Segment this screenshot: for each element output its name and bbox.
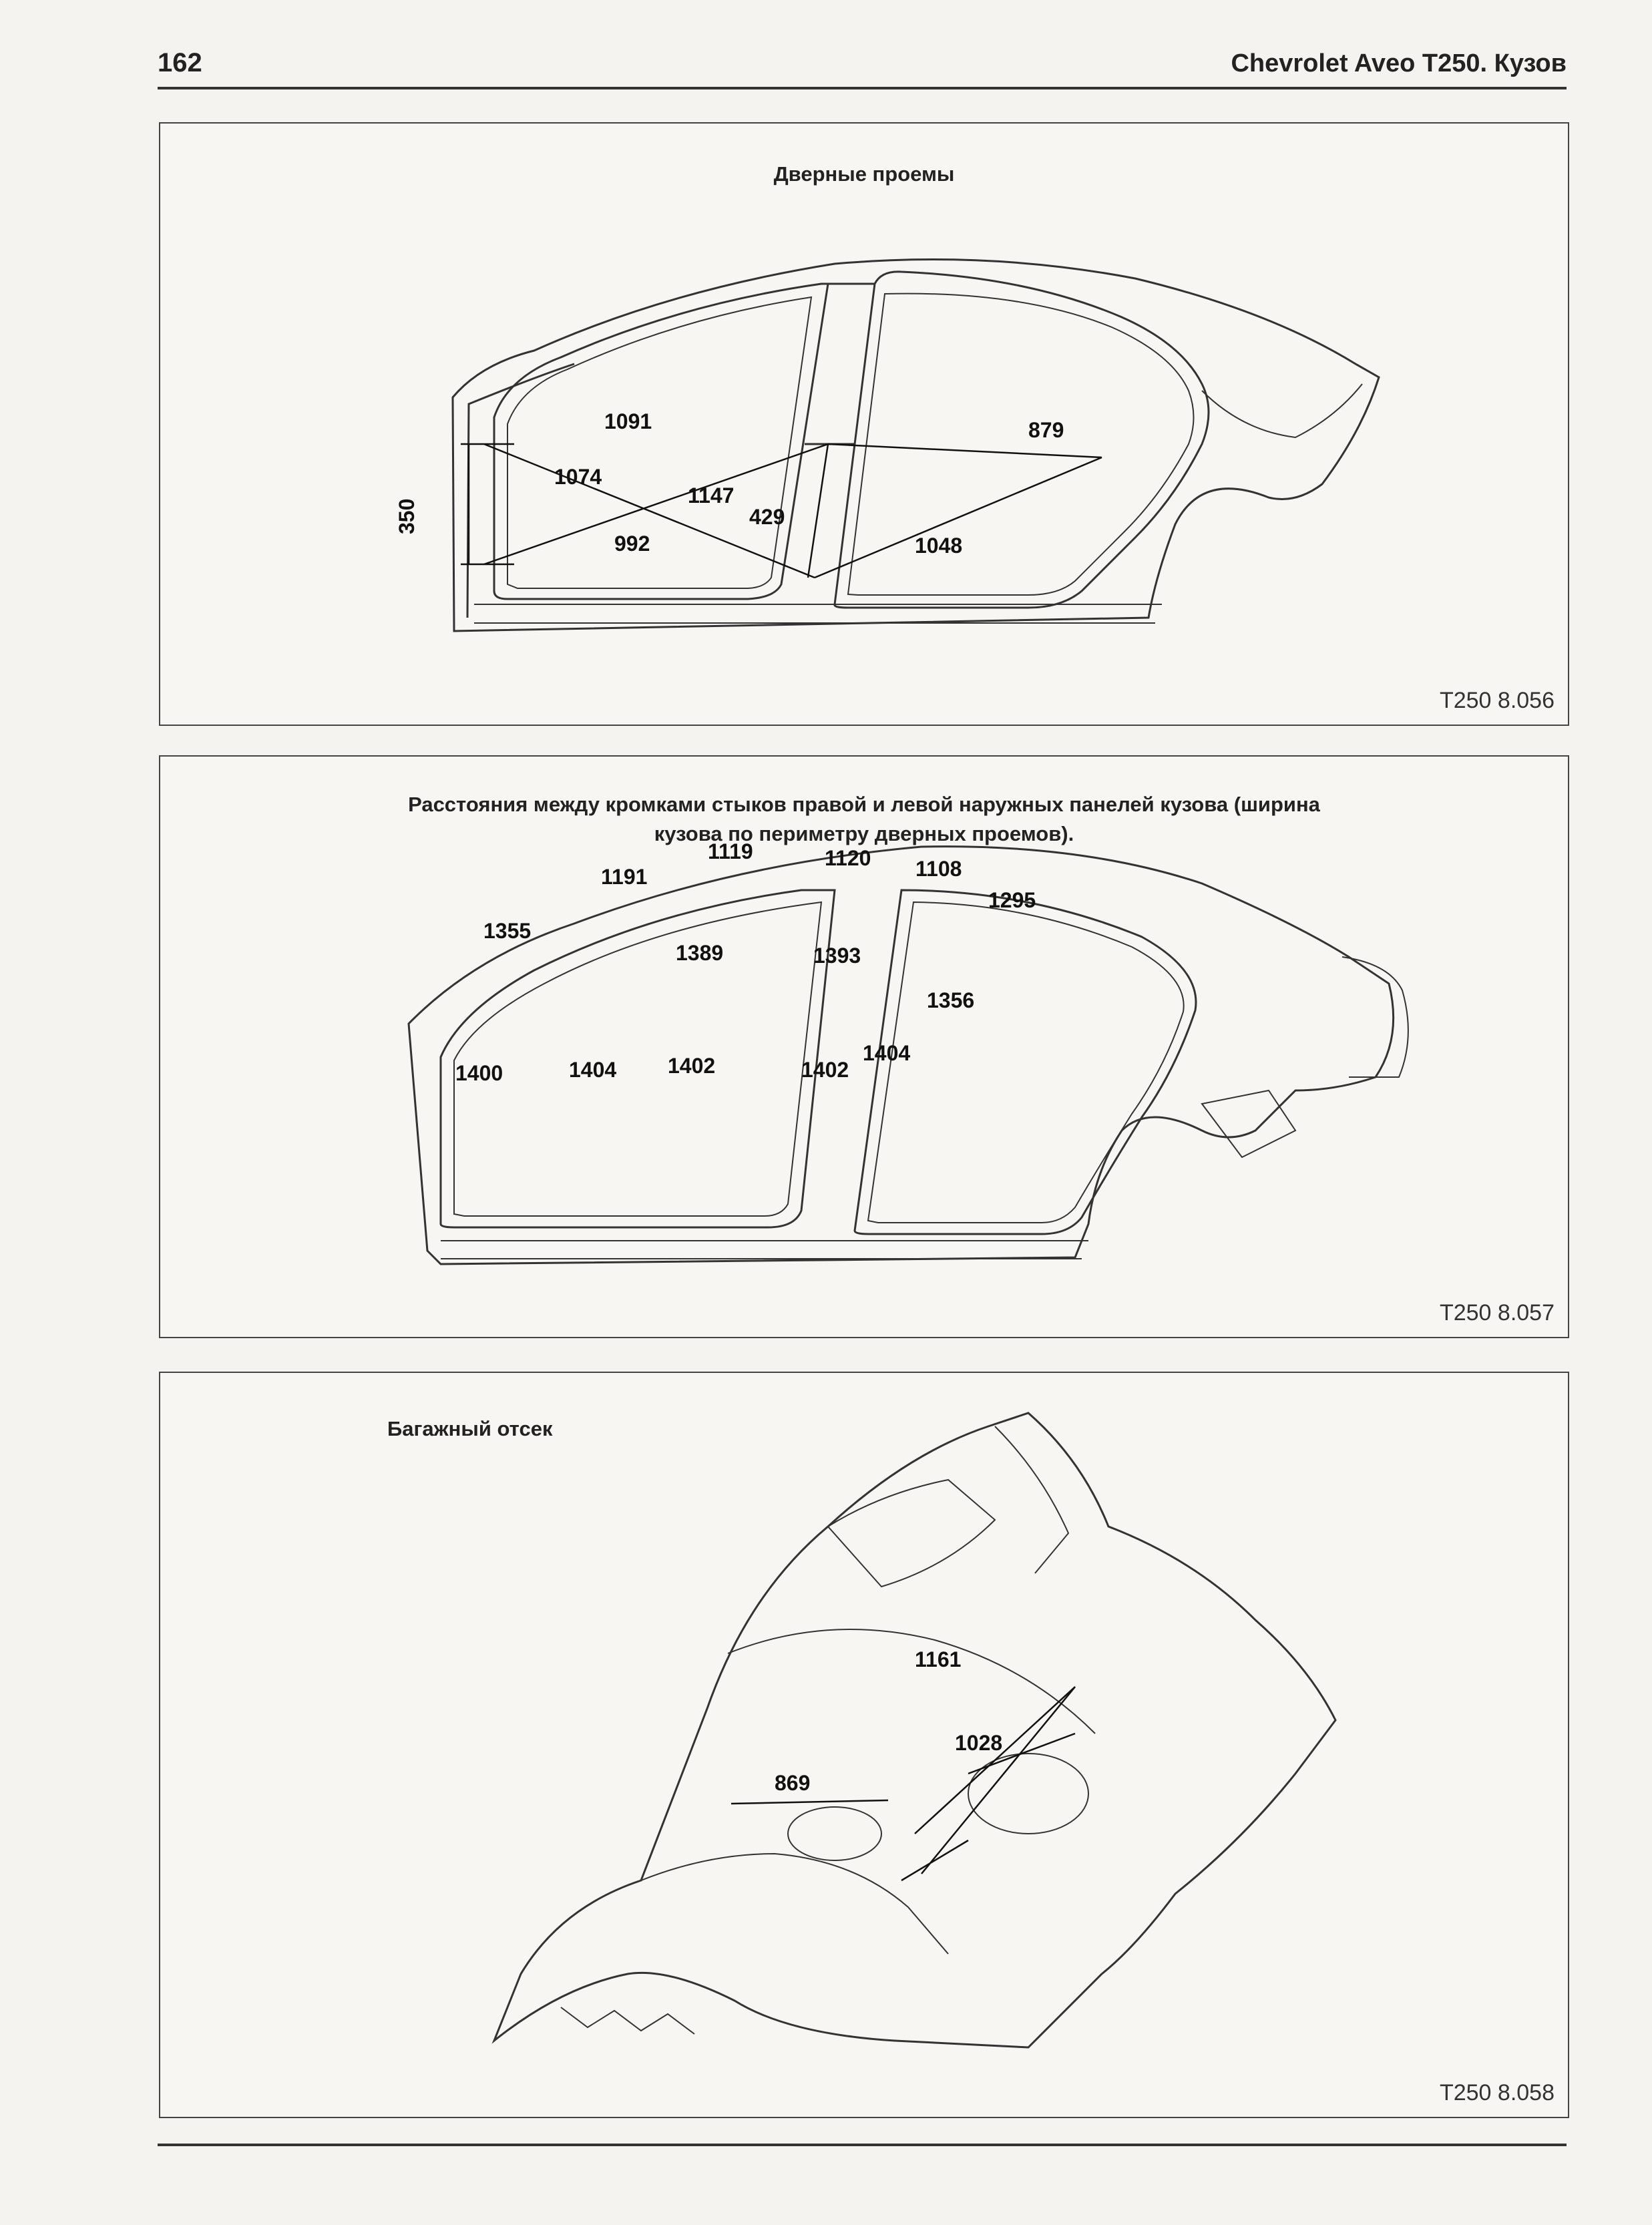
dim-429: 429 (749, 505, 785, 529)
dim-1161: 1161 (915, 1647, 962, 1671)
footer-rule (158, 2144, 1567, 2146)
dim-869: 869 (775, 1771, 811, 1795)
figure-code: T250 8.058 (1439, 2080, 1555, 2105)
dim-1074: 1074 (554, 465, 602, 489)
dim-1091: 1091 (604, 409, 652, 433)
dim-1108: 1108 (915, 857, 962, 881)
dim-1120: 1120 (825, 846, 871, 870)
dim-1404-rear: 1404 (863, 1041, 911, 1065)
dim-1356: 1356 (927, 988, 975, 1012)
dim-1119: 1119 (708, 839, 753, 863)
figure-body-width (159, 755, 1569, 1338)
figure-title-line-2: кузова по периметру дверных проемов). (654, 822, 1074, 845)
dim-1402-front: 1402 (668, 1054, 716, 1078)
door-openings-diagram (160, 124, 1568, 725)
figure-code: T250 8.056 (1439, 688, 1555, 713)
header-rule (158, 87, 1567, 89)
dim-992: 992 (614, 532, 650, 556)
dim-1355: 1355 (483, 919, 532, 943)
body-width-diagram (160, 757, 1568, 1337)
dim-1048: 1048 (915, 534, 963, 558)
dimension-labels (455, 839, 1036, 1085)
figure-luggage-compartment (159, 1372, 1569, 2118)
dim-1295: 1295 (988, 888, 1036, 912)
dim-1400: 1400 (455, 1061, 503, 1085)
figure-title-line-1: Расстояния между кромками стыков правой и левой наружных панелей кузова (ширина (408, 793, 1320, 816)
luggage-compartment-diagram (160, 1373, 1568, 2117)
figure-code: T250 8.057 (1439, 1300, 1555, 1326)
running-header-title: Chevrolet Aveo T250. Кузов (1231, 49, 1567, 77)
dim-1147: 1147 (688, 483, 735, 508)
dim-350: 350 (395, 498, 419, 534)
dim-1404-front: 1404 (569, 1058, 617, 1082)
figure-title: Багажный отсек (387, 1417, 553, 1440)
dim-1402-rear: 1402 (801, 1058, 849, 1082)
dim-879: 879 (1028, 418, 1064, 442)
dim-1393: 1393 (813, 944, 861, 968)
figure-title: Дверные проемы (773, 162, 955, 186)
dim-1389: 1389 (676, 941, 724, 965)
page-number: 162 (158, 48, 202, 77)
figure-door-openings (159, 122, 1569, 726)
dim-1028: 1028 (955, 1731, 1003, 1755)
dim-1191: 1191 (601, 865, 648, 889)
